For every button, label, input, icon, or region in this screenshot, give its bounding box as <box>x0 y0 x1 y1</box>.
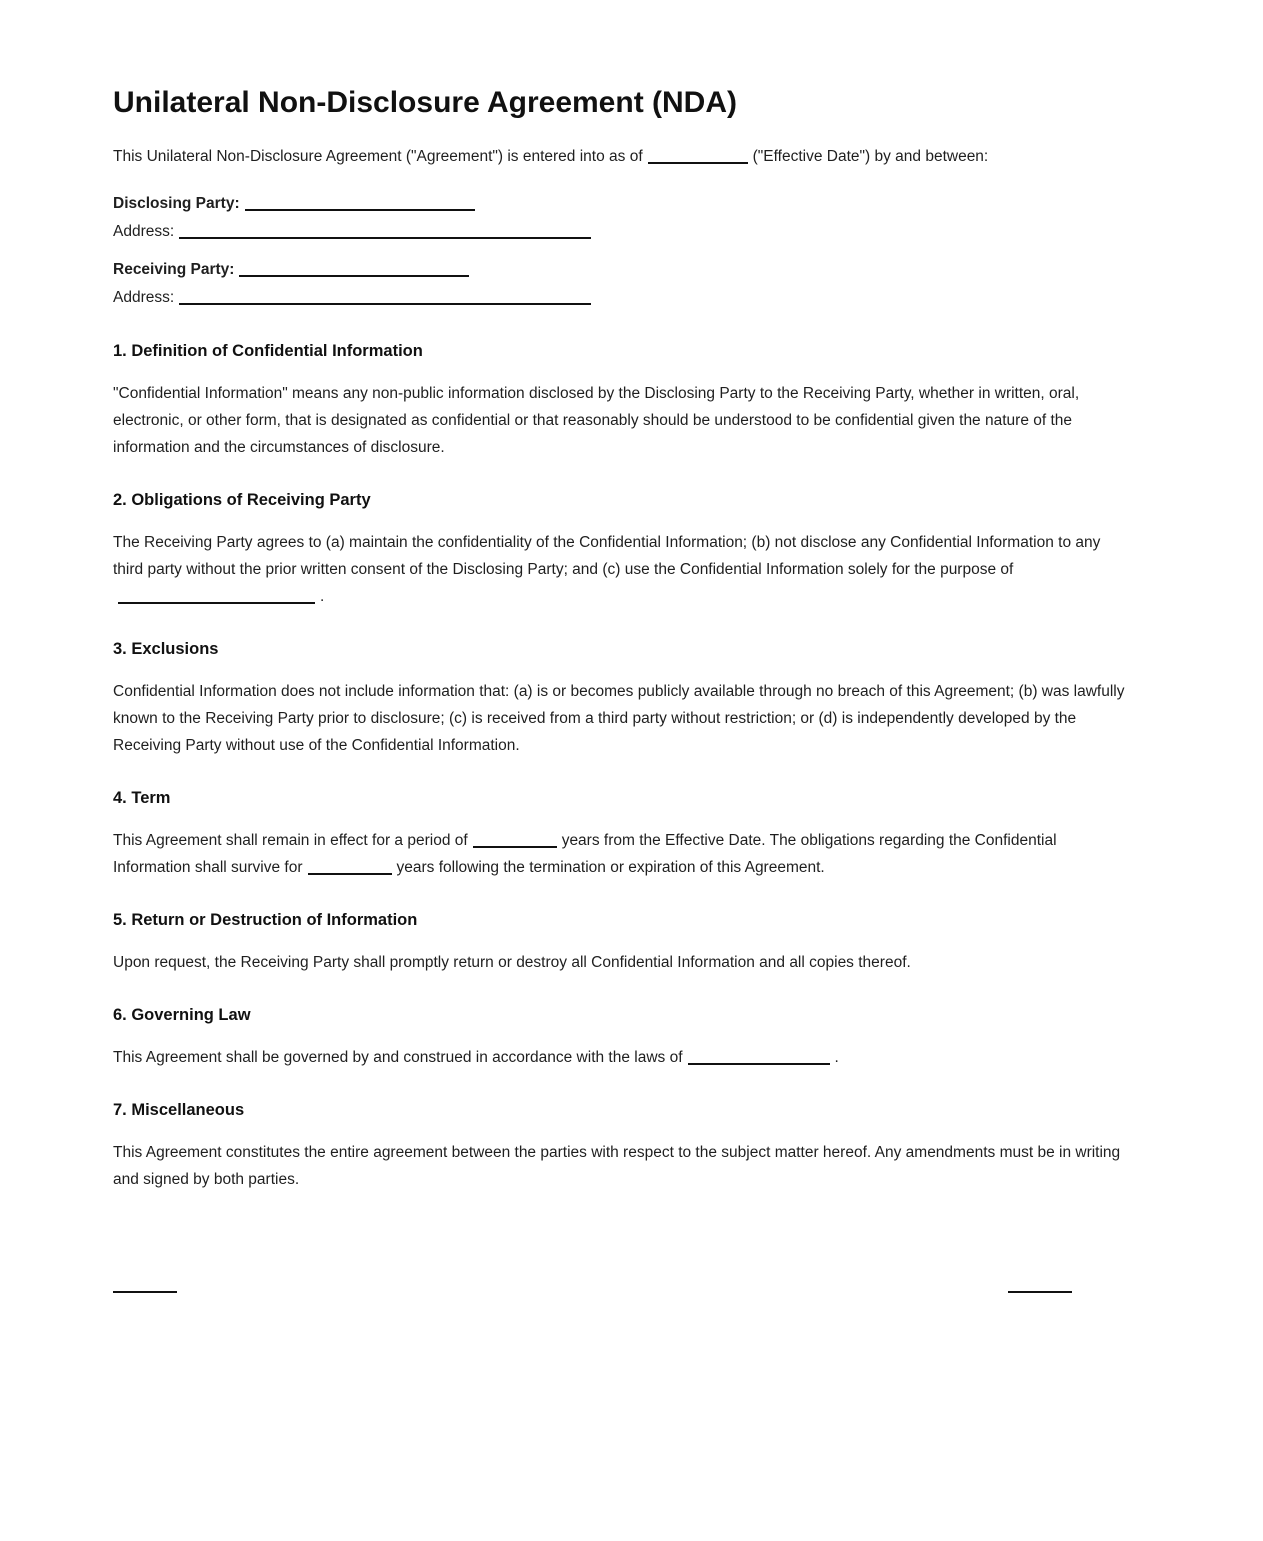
section-4-text-2: years from the Effective Date. The obligations regarding the Confidential Information shall survive for <box>113 832 1057 876</box>
receiving-party-address-line <box>113 284 1133 312</box>
disclosing-party-address-label: Address: <box>113 223 175 240</box>
nda-document <box>113 0 1133 1290</box>
section-3-body: Confidential Information does not include information that: (a) is or becomes publicly available through no breach of this Agreement; (b) was lawfully known to the Receiving Party prior to disclosure; (c) is received from a third party without restriction; or (d) is independently developed by the Receiving Party without use of the Confidential Information. <box>113 683 1125 754</box>
receiving-party-name-line <box>113 256 1133 284</box>
section-2-body <box>113 529 1133 610</box>
section-2-text: The Receiving Party agrees to (a) maintain the confidentiality of the Confidential Information; (b) not disclose any Confidential Information to any third party without the prior written consent of the Disclosing Party; and (c) use the Confidential Information solely for the purpose of <box>113 534 1101 578</box>
intro-text-after: ("Effective Date") by and between: <box>752 148 989 165</box>
section-1-heading: 1. Definition of Confidential Information <box>113 342 423 360</box>
disclosing-party-address-blank[interactable] <box>179 224 591 239</box>
intro-text-before: This Unilateral Non-Disclosure Agreement ("Agreement") is entered into as of <box>113 148 643 165</box>
receiving-party-address-label: Address: <box>113 289 175 306</box>
section-7-body: This Agreement constitutes the entire agreement between the parties with respect to the subject matter hereof. Any amendments must be in writing and signed by both parties. <box>113 1144 1121 1188</box>
section-6-text: This Agreement shall be governed by and construed in accordance with the laws of <box>113 1049 683 1066</box>
section-4-heading: 4. Term <box>113 789 171 807</box>
intro-paragraph <box>113 143 1133 170</box>
document-title: Unilateral Non-Disclosure Agreement (NDA) <box>113 86 737 119</box>
disclosing-party-name-blank[interactable] <box>245 196 475 211</box>
section-4-text-3: years following the termination or expiration of this Agreement. <box>396 859 825 876</box>
section-2-heading: 2. Obligations of Receiving Party <box>113 491 371 509</box>
disclosing-party-name-line <box>113 190 1133 218</box>
section-6-body <box>113 1044 1133 1071</box>
receiving-signature-line[interactable] <box>1008 1278 1072 1293</box>
governing-law-blank[interactable] <box>688 1050 830 1065</box>
term-years-blank[interactable] <box>473 833 557 848</box>
section-1-body: "Confidential Information" means any non-public information disclosed by the Disclosing Party to the Receiving Party, whether in written, oral, electronic, or other form, that is designated as confidential or that reasonably should be understood to be confidential given the nature of the information and the circumstances of disclosure. <box>113 385 1080 456</box>
survival-years-blank[interactable] <box>308 860 392 875</box>
section-3-heading: 3. Exclusions <box>113 640 219 658</box>
receiving-party-label: Receiving Party: <box>113 261 235 278</box>
section-6-heading: 6. Governing Law <box>113 1006 251 1024</box>
section-7-heading: 7. Miscellaneous <box>113 1101 245 1119</box>
section-5-body: Upon request, the Receiving Party shall promptly return or destroy all Confidential Information and all copies thereof. <box>113 954 911 971</box>
section-4-body <box>113 827 1133 881</box>
section-2-period: . <box>320 588 325 605</box>
disclosing-signature-line[interactable] <box>113 1278 177 1293</box>
disclosing-party-label: Disclosing Party: <box>113 195 240 212</box>
section-4-text-1: This Agreement shall remain in effect for a period of <box>113 832 468 849</box>
purpose-blank[interactable] <box>118 589 315 604</box>
section-6-period: . <box>834 1049 839 1066</box>
receiving-party-block <box>113 256 1133 312</box>
effective-date-blank[interactable] <box>648 149 748 164</box>
receiving-party-name-blank[interactable] <box>239 262 469 277</box>
disclosing-party-address-line <box>113 218 1133 246</box>
receiving-party-address-blank[interactable] <box>179 290 591 305</box>
disclosing-party-block <box>113 190 1133 246</box>
signature-area <box>113 1275 1133 1290</box>
section-5-heading: 5. Return or Destruction of Information <box>113 911 418 929</box>
